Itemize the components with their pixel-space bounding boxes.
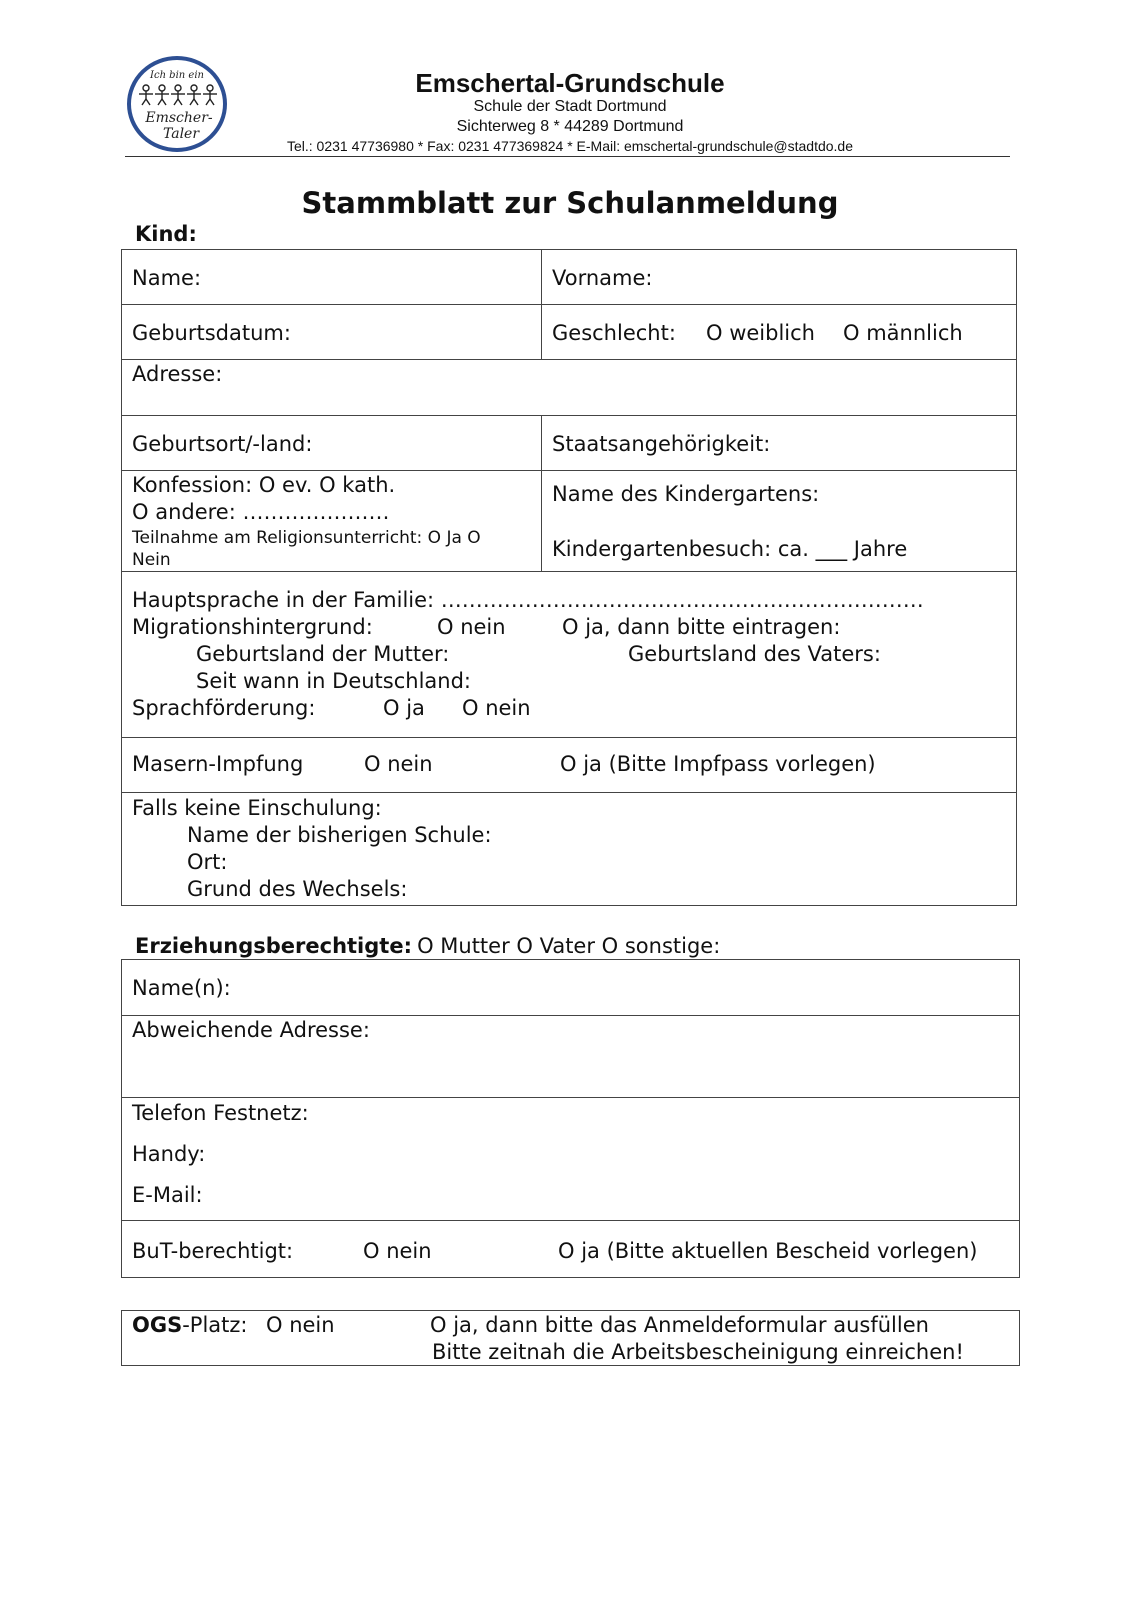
kindergarten-besuch-label[interactable]: Kindergartenbesuch: ca. ___ Jahre [552, 537, 908, 561]
konfession-radio-group[interactable]: Konfession: O ev. O kath. [132, 473, 396, 497]
festnetz-label[interactable]: Telefon Festnetz: [132, 1101, 309, 1125]
geburtsdatum-field-label[interactable]: Geburtsdatum: [132, 321, 291, 345]
handy-label[interactable]: Handy: [132, 1142, 206, 1166]
masern-nein-radio[interactable]: O nein [364, 752, 433, 776]
row-divider [121, 304, 1017, 305]
religionsunterricht-nein[interactable]: Nein [132, 550, 171, 570]
weiblich-radio[interactable]: O weiblich [706, 321, 815, 345]
geburtsort-field-label[interactable]: Geburtsort/-land: [132, 432, 313, 456]
ogs-label [132, 1312, 248, 1339]
ogs-label-bold: OGS [132, 1313, 183, 1337]
ogs-ja-radio[interactable]: O ja, dann bitte das Anmeldeformular ausfüllen [430, 1313, 929, 1337]
geburtsland-vater-label[interactable]: Geburtsland des Vaters: [628, 642, 881, 666]
erziehung-section-label: Erziehungsberechtigte: [135, 934, 412, 958]
logo-text-2: Emscher- [145, 110, 213, 126]
erziehung-header [135, 933, 720, 960]
seit-wann-label[interactable]: Seit wann in Deutschland: [196, 669, 471, 693]
konfession-andere-radio[interactable]: O andere: ………………… [132, 500, 390, 524]
vorname-field-label[interactable]: Vorname: [552, 266, 653, 290]
staatsangehoerigkeit-field-label[interactable]: Staatsangehörigkeit: [552, 432, 771, 456]
falls-keine-einschulung-label: Falls keine Einschulung: [132, 796, 382, 820]
but-label: BuT-berechtigt: [132, 1239, 294, 1263]
school-address: Sichterweg 8 * 44289 Dortmund [456, 118, 684, 135]
grund-wechsel-label[interactable]: Grund des Wechsels: [187, 877, 408, 901]
row-divider [121, 415, 1017, 416]
ogs-nein-radio[interactable]: O nein [266, 1313, 335, 1337]
row-divider [121, 792, 1017, 793]
column-divider [541, 415, 542, 571]
but-ja-radio[interactable]: O ja (Bitte aktuellen Bescheid vorlegen) [558, 1239, 978, 1263]
name-field-label[interactable]: Name: [132, 266, 202, 290]
erziehung-radio-group[interactable]: O Mutter O Vater O sonstige: [417, 934, 721, 958]
sprachfoerderung-nein-radio[interactable]: O nein [462, 696, 531, 720]
school-subtitle: Schule der Stadt Dortmund [473, 98, 667, 115]
school-contact: Tel.: 0231 47736980 * Fax: 0231 477369824 * E-Mail: emschertal-grundschule@stadtdo.de [286, 138, 854, 154]
hauptsprache-field[interactable]: Hauptsprache in der Familie: …………………………………………………………… [132, 588, 924, 612]
document-title: Stammblatt zur Schulanmeldung [301, 186, 839, 220]
column-divider [541, 249, 542, 359]
maennlich-radio[interactable]: O männlich [843, 321, 963, 345]
bisherige-schule-label[interactable]: Name der bisherigen Schule: [187, 823, 492, 847]
religionsunterricht-radio-group[interactable]: Teilnahme am Religionsunterricht: O Ja O [132, 528, 481, 548]
row-divider [121, 359, 1017, 360]
logo-text-3: Taler [162, 126, 200, 142]
masern-label: Masern-Impfung [132, 752, 304, 776]
sprachfoerderung-label: Sprachförderung: [132, 696, 316, 720]
but-nein-radio[interactable]: O nein [363, 1239, 432, 1263]
row-divider [121, 1015, 1020, 1016]
row-divider [121, 1097, 1020, 1098]
sprachfoerderung-ja-radio[interactable]: O ja [383, 696, 425, 720]
logo-text-1: Ich bin ein [150, 70, 204, 81]
row-divider [121, 1220, 1020, 1221]
ort-label[interactable]: Ort: [187, 850, 228, 874]
migration-nein-radio[interactable]: O nein [437, 615, 506, 639]
geschlecht-label: Geschlecht: [552, 321, 676, 345]
masern-ja-radio[interactable]: O ja (Bitte Impfpass vorlegen) [560, 752, 876, 776]
abweichende-adresse-label[interactable]: Abweichende Adresse: [132, 1018, 370, 1042]
migration-label: Migrationshintergrund: [132, 615, 373, 639]
namen-field-label[interactable]: Name(n): [132, 976, 231, 1000]
kind-section-label: Kind: [135, 222, 197, 246]
school-name: Emschertal-Grundschule [415, 68, 725, 98]
header-divider [125, 156, 1010, 157]
adresse-field-label[interactable]: Adresse: [132, 362, 223, 386]
kindergarten-name-label[interactable]: Name des Kindergartens: [552, 482, 820, 506]
row-divider [121, 571, 1017, 572]
migration-ja-radio[interactable]: O ja, dann bitte eintragen: [562, 615, 841, 639]
ogs-label-rest: -Platz: [182, 1313, 248, 1337]
row-divider [121, 737, 1017, 738]
geburtsland-mutter-label[interactable]: Geburtsland der Mutter: [196, 642, 450, 666]
row-divider [121, 470, 1017, 471]
ogs-hinweis: Bitte zeitnah die Arbeitsbescheinigung einreichen! [432, 1340, 964, 1364]
email-label[interactable]: E-Mail: [132, 1183, 203, 1207]
